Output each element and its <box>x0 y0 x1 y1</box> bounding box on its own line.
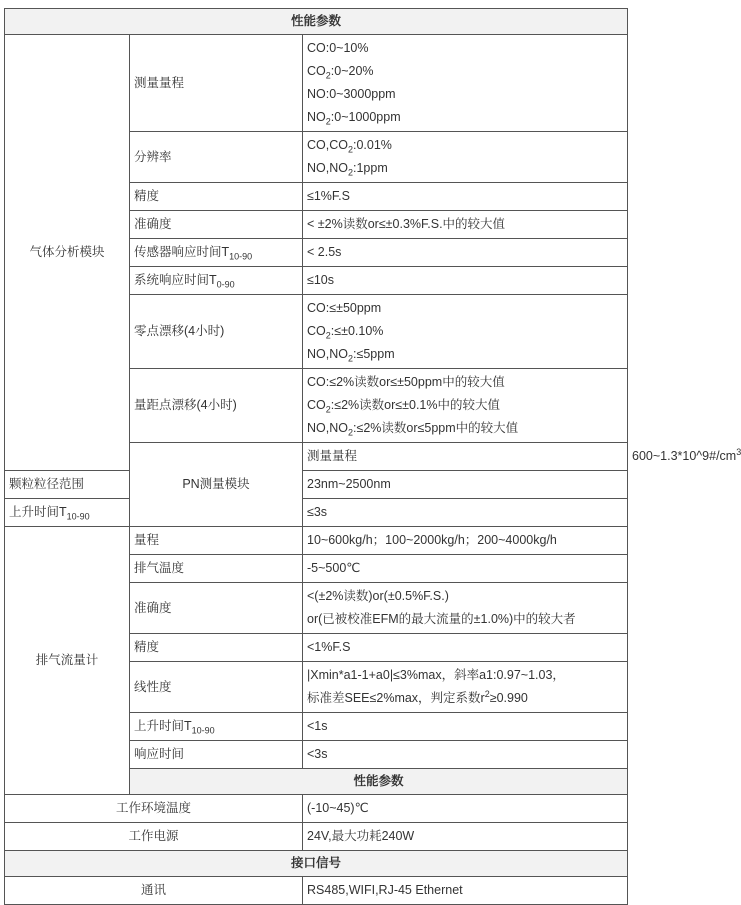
value-line: or(已被校准EFM的最大流量的±1.0%)中的较大者 <box>307 612 576 626</box>
value-line: NO:0~3000ppm <box>307 87 396 101</box>
param-value: <1s <box>303 713 628 741</box>
param-label: 准确度 <box>130 583 303 634</box>
table-row <box>5 795 628 823</box>
param-value: 10~600kg/h；100~2000kg/h；200~4000kg/h <box>303 527 628 555</box>
param-label: 工作电源 <box>5 823 303 851</box>
param-label: 响应时间 <box>130 741 303 769</box>
table-row <box>5 35 628 132</box>
value-line: $CO,CO_2:0.01\%$ <box>307 138 392 155</box>
value-line: 标准差SEE≤2%max，判定系数$r^2\ge 0.990$ <box>307 688 528 705</box>
param-label: 零点漂移(4小时) <box>130 295 303 369</box>
param-label: 传感器响应时间$T_{10-90}$ <box>130 239 303 267</box>
value-line: CO:≤±50ppm <box>307 301 382 315</box>
table-row <box>5 877 628 905</box>
param-value: <3s <box>303 741 628 769</box>
table-row <box>5 499 628 527</box>
section-title-performance: 性能参数 <box>5 9 628 35</box>
value-line: |Xmin*a1-1+a0|≤3%max，斜率a1:0.97~1.03， <box>307 668 565 682</box>
param-value <box>303 369 628 443</box>
param-value: 23nm~2500nm <box>303 471 628 499</box>
param-value: ≤1%F.S <box>303 183 628 211</box>
param-label: 系统响应时间$T_{0-90}$ <box>130 267 303 295</box>
value-line: <(±2%读数)or(±0.5%F.S.) <box>307 589 449 603</box>
param-label: 排气温度 <box>130 555 303 583</box>
param-value: < 2.5s <box>303 239 628 267</box>
param-value: -5~500℃ <box>303 555 628 583</box>
spec-table <box>4 8 741 905</box>
param-label: 线性度 <box>130 662 303 713</box>
param-value <box>303 35 628 132</box>
param-label: 测量量程 <box>130 35 303 132</box>
value-line: $NO,NO_2:1ppm$ <box>307 161 388 178</box>
table-row <box>5 527 628 555</box>
value-line: $NO,NO_2:\le 5ppm$ <box>307 347 395 364</box>
module-gas-analysis: 气体分析模块 <box>5 35 130 471</box>
value-line: $CO_2:\le 2\%$读数or≤±0.1%中的较大值 <box>307 398 500 415</box>
module-exhaust-flow: 排气流量计 <box>5 527 130 795</box>
param-value: (-10~45)℃ <box>303 795 628 823</box>
value-line: $CO_2:0\sim 20\%$ <box>307 64 374 81</box>
table-row <box>5 823 628 851</box>
param-value <box>303 295 628 369</box>
param-label: 精度 <box>130 634 303 662</box>
section-header-row <box>5 9 628 35</box>
param-value: < ±2%读数or≤±0.3%F.S.中的较大值 <box>303 211 628 239</box>
value-line: CO:0~10% <box>307 41 369 55</box>
param-label: 工作环境温度 <box>5 795 303 823</box>
section-header-row <box>5 851 628 877</box>
value-line: $NO_2:0\sim 1000ppm$ <box>307 110 401 127</box>
param-label: 准确度 <box>130 211 303 239</box>
table-row: PN测量模块 测量量程 $600\sim 1.3*10\^{}9\#/cm^3$ <box>5 443 628 471</box>
section-title-interface: 接口信号 <box>5 851 628 877</box>
param-value <box>303 583 628 634</box>
spec-table-wrapper <box>4 8 741 905</box>
param-value <box>303 132 628 183</box>
param-label: 分辨率 <box>130 132 303 183</box>
param-label: 颗粒粒径范围 <box>5 471 130 499</box>
module-pn: PN测量模块 <box>130 443 303 527</box>
value-line: $NO,NO_2:\le 2\%$读数or≤5ppm中的较大值 <box>307 421 519 438</box>
param-label: 测量量程 <box>303 443 628 471</box>
param-value: 24V,最大功耗240W <box>303 823 628 851</box>
param-label: 上升时间$T_{10-90}$ <box>130 713 303 741</box>
param-label: 量距点漂移(4小时) <box>130 369 303 443</box>
section-title-performance: 性能参数 <box>130 769 628 795</box>
param-value: RS485,WIFI,RJ-45 Ethernet <box>303 877 628 905</box>
param-value: ≤3s <box>303 499 628 527</box>
table-row <box>5 471 628 499</box>
param-label: 上升时间$T_{10-90}$ <box>5 499 130 527</box>
param-value <box>303 662 628 713</box>
param-label: 通讯 <box>5 877 303 905</box>
value-line: CO:≤2%读数or≤±50ppm中的较大值 <box>307 375 505 389</box>
value-line: $CO_2:\le\pm 0.10\%$ <box>307 324 384 341</box>
param-label: 精度 <box>130 183 303 211</box>
param-value: <1%F.S <box>303 634 628 662</box>
param-label: 量程 <box>130 527 303 555</box>
param-value: ≤10s <box>303 267 628 295</box>
